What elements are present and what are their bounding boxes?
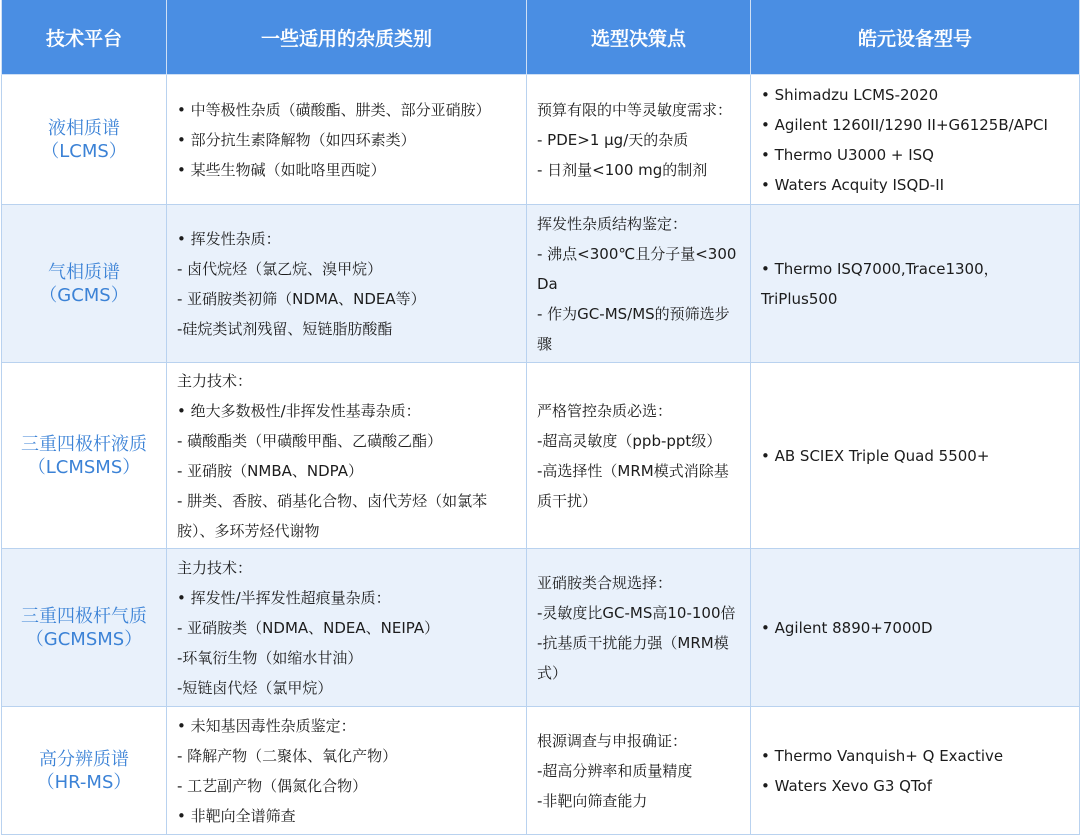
list-item: • Waters Acquity ISQD-II xyxy=(761,175,945,194)
list-item: -抗基质干扰能力强（MRM模式） xyxy=(537,633,729,682)
list-item: - 降解产物（二聚体、氧化产物） xyxy=(177,746,398,765)
platform-cell xyxy=(2,363,167,549)
list-item: 挥发性杂质结构鉴定： xyxy=(537,214,688,233)
impurities-cell xyxy=(167,707,527,835)
list-item: -超高灵敏度（ppb-ppt级） xyxy=(537,431,722,450)
list-item: - 沸点<300℃且分子量<300 Da xyxy=(537,244,737,293)
list-item: • Thermo ISQ7000,Trace1300，TriPlus500 xyxy=(761,259,999,308)
list-item: • Thermo U3000 + ISQ xyxy=(761,145,934,164)
table-row xyxy=(2,707,1080,835)
list-item: 预算有限的中等灵敏度需求： xyxy=(537,100,733,119)
comparison-table xyxy=(1,0,1080,835)
list-item: • AB SCIEX Triple Quad 5500+ xyxy=(761,446,990,465)
list-item: - PDE>1 μg/天的杂质 xyxy=(537,130,689,149)
list-item: -灵敏度比GC-MS高10-100倍 xyxy=(537,603,736,622)
list-item: -高选择性（MRM模式消除基质干扰） xyxy=(537,461,729,510)
list-item: -超高分辨率和质量精度 xyxy=(537,761,693,780)
list-item: • 部分抗生素降解物（如四环素类） xyxy=(177,130,416,149)
list-item: 严格管控杂质必选： xyxy=(537,401,673,420)
list-item: 主力技术： xyxy=(177,558,253,577)
platform-abbr: （GCMS） xyxy=(39,284,129,306)
list-item: - 亚硝胺类初筛（NDMA、NDEA等） xyxy=(177,289,426,308)
platform-cell xyxy=(2,205,167,363)
list-item: - 工艺副产物（偶氮化合物） xyxy=(177,776,368,795)
list-item: • 挥发性杂质： xyxy=(177,229,281,248)
list-item: - 作为GC-MS/MS的预筛选步骤 xyxy=(537,304,730,353)
list-item: - 肼类、香胺、硝基化合物、卤代芳烃（如氯苯胺）、多环芳烃代谢物 xyxy=(177,491,488,540)
list-item: • 未知基因毒性杂质鉴定： xyxy=(177,716,356,735)
list-item: - 亚硝胺类（NDMA、NDEA、NEIPA） xyxy=(177,618,440,637)
models-cell xyxy=(751,363,1080,549)
table-row xyxy=(2,205,1080,363)
list-item: -硅烷类试剂残留、短链脂肪酸酯 xyxy=(177,319,393,338)
list-item: • Agilent 8890+7000D xyxy=(761,618,933,637)
platform-name: 高分辨质谱 xyxy=(39,748,129,770)
header-impurity-types: 一些适用的杂质类别 xyxy=(167,0,527,75)
list-item: - 卤代烷烃（氯乙烷、溴甲烷） xyxy=(177,259,383,278)
models-cell xyxy=(751,205,1080,363)
platform-name: 液相质谱 xyxy=(48,117,120,139)
platform-abbr: （HR-MS） xyxy=(36,771,132,793)
header-row xyxy=(2,0,1080,75)
header-platform: 技术平台 xyxy=(2,0,167,75)
decision-cell xyxy=(527,707,751,835)
impurities-cell xyxy=(167,549,527,707)
table-row xyxy=(2,363,1080,549)
platform-cell xyxy=(2,549,167,707)
decision-cell xyxy=(527,363,751,549)
list-item: • 绝大多数极性/非挥发性基毒杂质： xyxy=(177,401,421,420)
platform-cell xyxy=(2,707,167,835)
list-item: 主力技术： xyxy=(177,371,253,390)
list-item: • Thermo Vanquish+ Q Exactive xyxy=(761,746,1004,765)
platform-abbr: （LCMSMS） xyxy=(27,456,141,478)
platform-name: 气相质谱 xyxy=(48,261,120,283)
decision-cell xyxy=(527,549,751,707)
list-item: - 日剂量<100 mg的制剂 xyxy=(537,160,708,179)
list-item: -非靶向筛查能力 xyxy=(537,791,648,810)
impurities-cell xyxy=(167,363,527,549)
list-item: -短链卤代烃（氯甲烷） xyxy=(177,678,333,697)
table-row xyxy=(2,75,1080,205)
models-cell xyxy=(751,707,1080,835)
list-item: • Agilent 1260II/1290 II+G6125B/APCI xyxy=(761,115,1048,134)
list-item: • 非靶向全谱筛查 xyxy=(177,806,296,825)
list-item: - 磺酸酯类（甲磺酸甲酯、乙磺酸乙酯） xyxy=(177,431,443,450)
table-row xyxy=(2,549,1080,707)
models-cell xyxy=(751,549,1080,707)
platform-name: 三重四极杆气质 xyxy=(21,605,147,627)
platform-abbr: （GCMSMS） xyxy=(25,628,143,650)
list-item: - 亚硝胺（NMBA、NDPA） xyxy=(177,461,364,480)
list-item: • 挥发性/半挥发性超痕量杂质： xyxy=(177,588,391,607)
list-item: • Shimadzu LCMS-2020 xyxy=(761,85,939,104)
list-item: • 中等极性杂质（磺酸酯、肼类、部分亚硝胺） xyxy=(177,100,491,119)
platform-abbr: （LCMS） xyxy=(41,140,127,162)
list-item: • Waters Xevo G3 QTof xyxy=(761,776,933,795)
platform-cell xyxy=(2,75,167,205)
decision-cell xyxy=(527,75,751,205)
list-item: -环氧衍生物（如缩水甘油） xyxy=(177,648,363,667)
list-item: 根源调查与申报确证： xyxy=(537,731,688,750)
impurities-cell xyxy=(167,205,527,363)
models-cell xyxy=(751,75,1080,205)
header-decision-points: 选型决策点 xyxy=(527,0,751,75)
list-item: 亚硝胺类合规选择： xyxy=(537,573,673,592)
list-item: • 某些生物碱（如吡咯里西啶） xyxy=(177,160,386,179)
decision-cell xyxy=(527,205,751,363)
impurities-cell xyxy=(167,75,527,205)
header-equipment-models: 皓元设备型号 xyxy=(751,0,1080,75)
platform-name: 三重四极杆液质 xyxy=(21,433,147,455)
